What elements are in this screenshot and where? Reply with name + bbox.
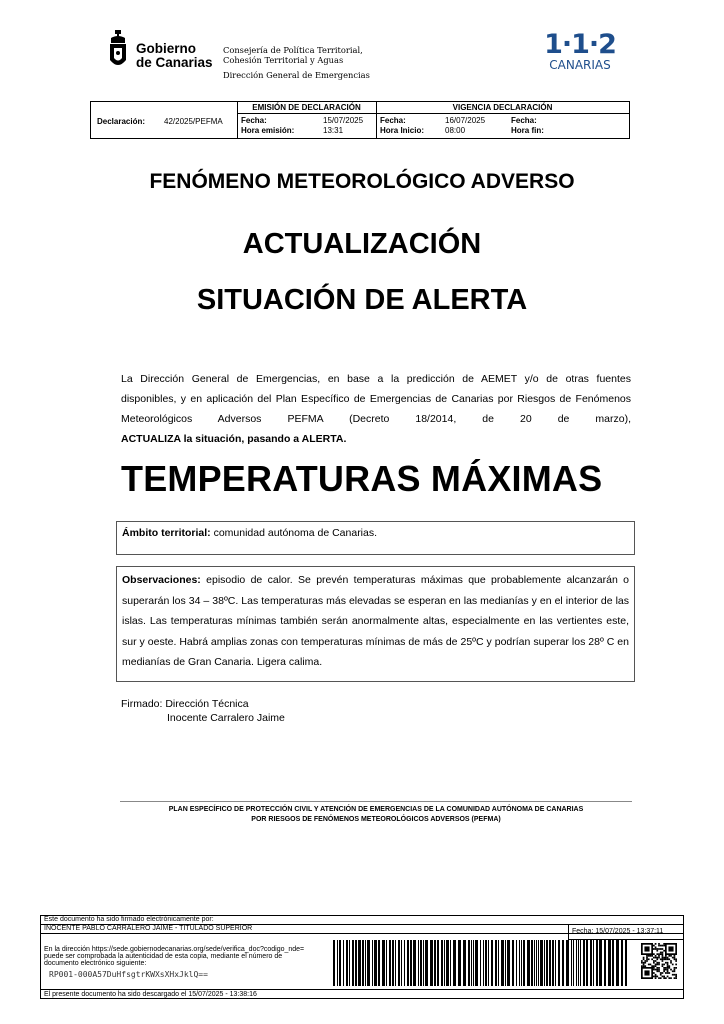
phenomenon-title: TEMPERATURAS MÁXIMAS [121, 458, 603, 499]
signed-date: Fecha: 15/07/2025 - 13:37:11 [572, 928, 664, 935]
intro-line4: ACTUALIZA la situación, pasando a ALERTA. [121, 433, 347, 445]
signature-block [121, 697, 285, 725]
verify-line2: puede ser comprobada la autenticidad de esta copia, mediante el número de [44, 953, 283, 960]
vigencia-title: VIGENCIA DECLARACIÓN [452, 103, 553, 112]
plan-footer [120, 801, 632, 825]
signature-line1: Firmado: Dirección Técnica [121, 698, 249, 710]
department-block [223, 45, 370, 80]
observaciones-label: Observaciones: [122, 574, 201, 586]
title-update: ACTUALIZACIÓN [242, 228, 482, 260]
intro-line3: Meteorológicos Adversos PEFMA (Decreto 18/2014, de 20 de marzo), [121, 413, 631, 425]
vigencia-fecha-label: Fecha: [380, 116, 406, 125]
plan-line2: POR RIESGOS DE FENÓMENOS METEOROLÓGICOS ADVERSOS (PEFMA) [251, 816, 501, 823]
download-notice: El presente documento ha sido descargado el 15/07/2025 - 13:38:16 [44, 991, 257, 998]
emision-title: EMISIÓN DE DECLARACIÓN [252, 103, 361, 112]
verify-line1: En la dirección https://sede.gobiernodecanarias.org/sede/verifica_doc?codigo_nde= [44, 946, 305, 953]
title-phenomenon-type: FENÓMENO METEOROLÓGICO ADVERSO [149, 170, 575, 193]
hora-emision-label: Hora emisión: [241, 126, 295, 135]
declaration-label: Declaración: [97, 117, 146, 126]
declaration-table [90, 101, 630, 139]
barcode-icon [333, 940, 629, 986]
signature-line2: Inocente Carralero Jaime [167, 712, 285, 724]
intro-line1: La Dirección General de Emergencias, en base a la predicción de AEMET y/o de otras fuentes [121, 373, 631, 385]
emision-fecha-label: Fecha: [241, 116, 267, 125]
qr-code-icon [641, 943, 677, 979]
ambito-label: Ámbito territorial: [122, 527, 211, 539]
plan-line1: PLAN ESPECÍFICO DE PROTECCIÓN CIVIL Y ATENCIÓN DE EMERGENCIAS DE LA COMUNIDAD AUTÓNOMA DE CANARIAS [168, 806, 584, 813]
observaciones-text: episodio de calor. Se prevén temperaturas máximas que probablemente alcanzarán o superarán los 34 – 38ºC. Las temperaturas más elevadas se esperan en las medianías y en el interior de las islas. Las temperaturas mínimas también serán anormalmente altas, especialmente en las vertientes este, sur y oeste. Habrá amplias zonas con temperaturas mínimas de más de 25ºC y podrían superar los 28º C en medianías de Gran Canaria. Ligera calima. [122, 574, 629, 668]
title-alert-situation: SITUACIÓN DE ALERTA [196, 284, 528, 316]
logo-112-region: CANARIAS [549, 58, 611, 72]
signer-name: INOCENTE PABLO CARRALERO JAIME - TITULADO SUPERIOR [44, 925, 253, 932]
intro-line2: disponibles, y en aplicación del Plan Específico de Emergencias de Canarias por Riesgos de Fenómenos [121, 393, 631, 405]
hora-inicio: 08:00 [445, 126, 466, 135]
government-name-line1: Gobierno [136, 41, 196, 56]
signed-by-label: Este documento ha sido firmado electrónicamente por: [44, 916, 214, 923]
logo-112 [543, 31, 617, 72]
department-line1: Consejería de Política Territorial, [223, 45, 363, 55]
department-line3: Dirección General de Emergencias [223, 70, 370, 80]
hora-fin-label: Hora fin: [511, 126, 544, 135]
observaciones-box [116, 566, 635, 682]
emision-fecha: 15/07/2025 [323, 116, 364, 125]
declaration-number: 42/2025/PEFMA [164, 117, 223, 126]
government-name-line2: de Canarias [136, 55, 213, 70]
verification-footer [40, 915, 684, 999]
ambito-box [116, 521, 635, 555]
hora-emision: 13:31 [323, 126, 344, 135]
hora-inicio-label: Hora Inicio: [380, 126, 425, 135]
intro-paragraph [121, 369, 631, 449]
coat-of-arms-icon [108, 30, 128, 70]
government-name [136, 42, 213, 70]
verify-line3: documento electrónico siguiente: [44, 960, 147, 967]
vigencia-fecha: 16/07/2025 [445, 116, 486, 125]
fecha-fin-label: Fecha: [511, 116, 537, 125]
ambito-value: comunidad autónoma de Canarias. [210, 527, 378, 539]
logo-112-number: 1·1·2 [544, 29, 616, 60]
department-line2: Cohesión Territorial y Aguas [223, 55, 344, 65]
document-code: RP001-000A57DuHfsgtrKWXsXHxJklQ== [49, 970, 208, 979]
